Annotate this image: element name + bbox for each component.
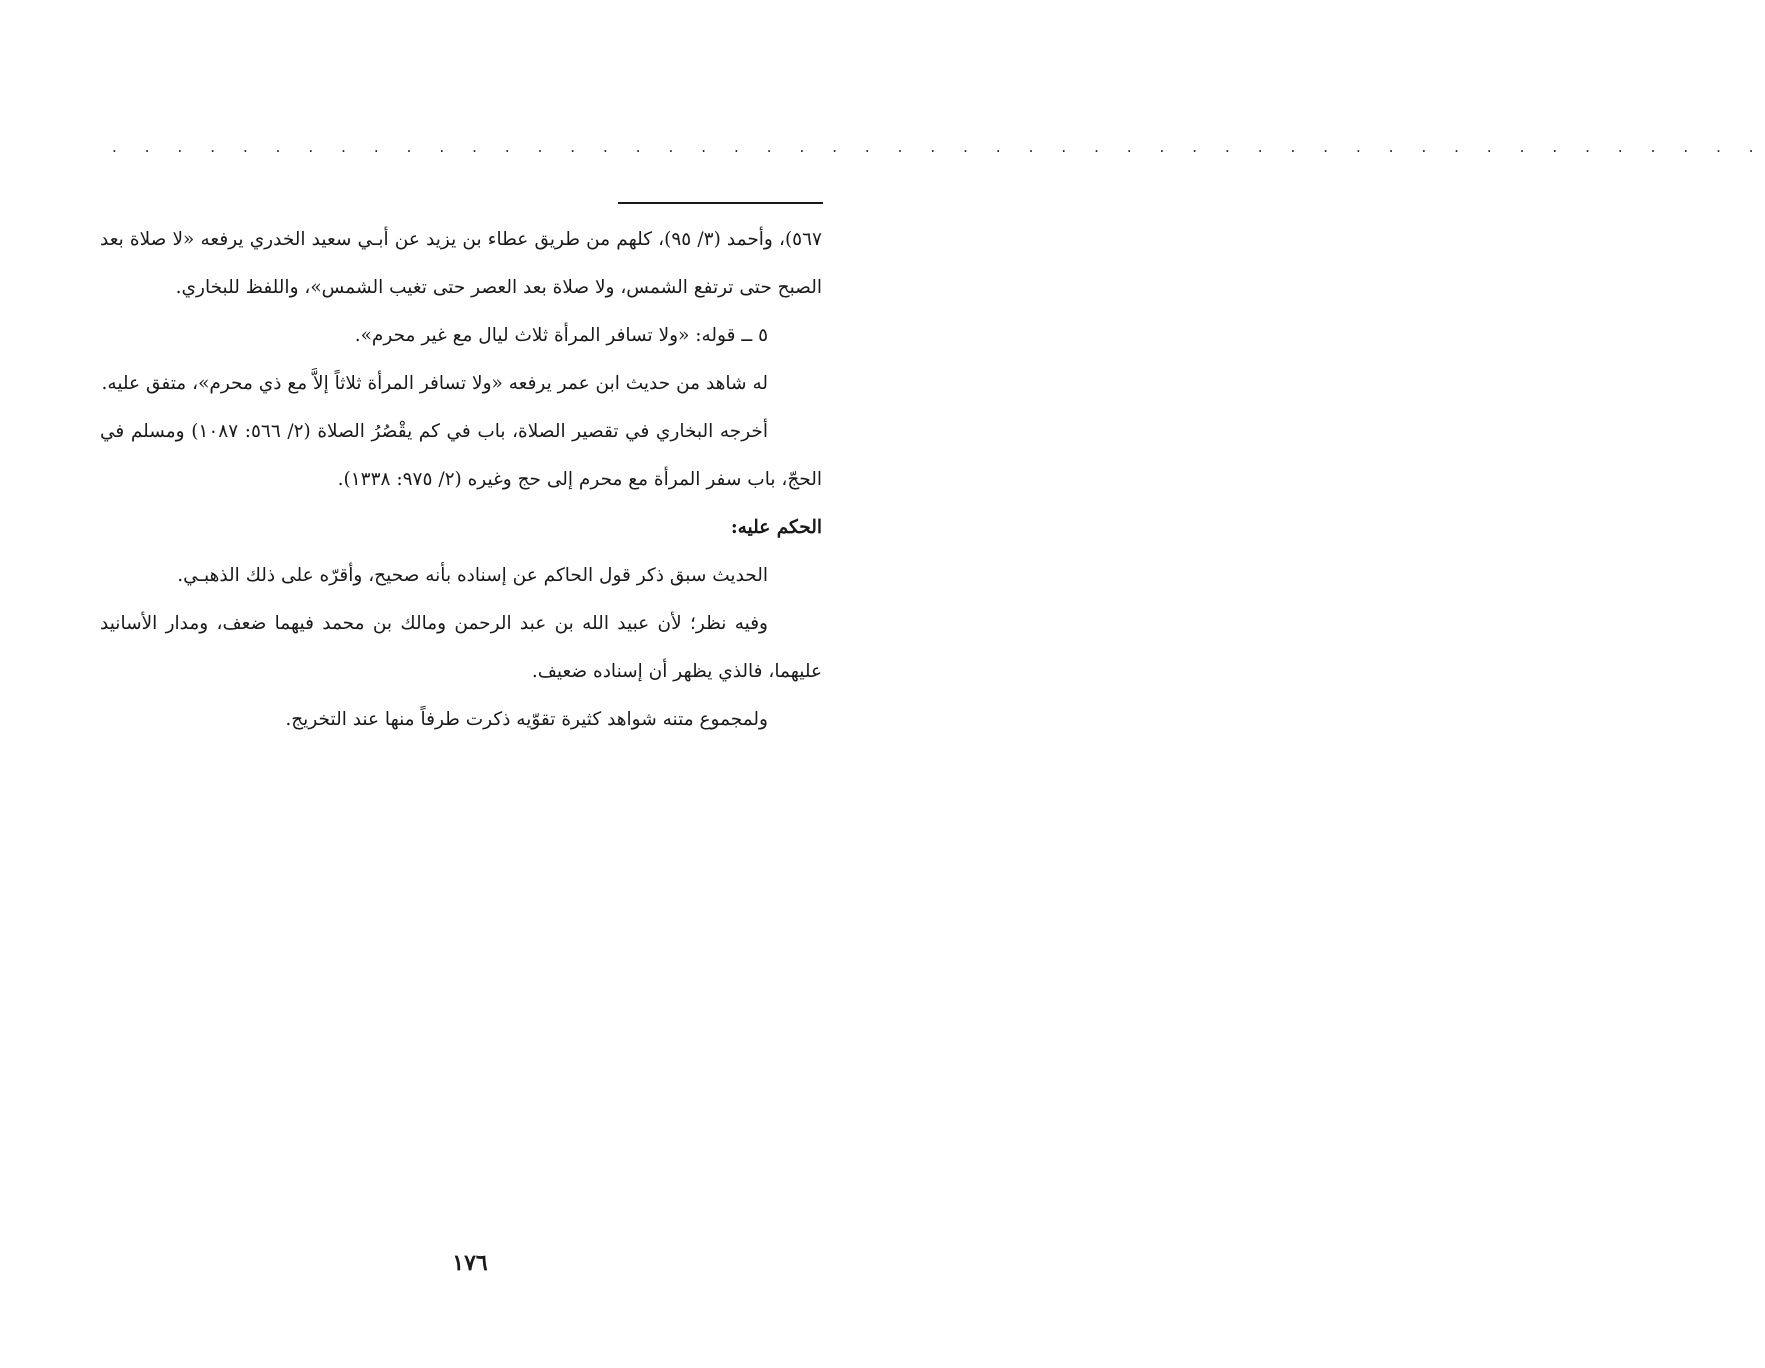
- page-body: [100, 216, 822, 744]
- paragraph-takhrij: أخرجه البخاري في تقصير الصلاة، باب في كم يقْصُرُ الصلاة (٢/ ٥٦٦: ١٠٨٧) ومسلم في الحجّ، باب سفر المرأة مع محرم إلى حج وغيره (٢/ ٩٧٥: ١٣٣٨).: [100, 421, 822, 490]
- section-heading-ruling: الحكم عليه:: [730, 517, 822, 538]
- paragraph-critique: وفيه نظر؛ لأن عبيد الله بن عبد الرحمن ومالك بن محمد فيهما ضعف، ومدار الأسانيد عليهما، فالذي يظهر أن إسناده ضعيف.: [100, 613, 822, 682]
- paragraph-hadith-sources: ٥٦٧)، وأحمد (٣/ ٩٥)، كلهم من طريق عطاء بن يزيد عن أبـي سعيد الخدري يرفعه «لا صلاة بعد الصبح حتى ترتفع الشمس، ولا صلاة بعد العصر حتى تغيب الشمس»، واللفظ للبخاري.: [100, 229, 822, 298]
- paragraph-witness: له شاهد من حديث ابن عمر يرفعه «ولا تسافر المرأة ثلاثاً إلاَّ مع ذي محرم»، متفق عليه.: [101, 373, 768, 394]
- paragraph-quote-five: ٥ ــ قوله: «ولا تسافر المرأة ثلاث ليال مع غير محرم».: [354, 325, 768, 346]
- footnote-rule: [618, 202, 823, 204]
- paragraph-conclusion: ولمجموع متنه شواهد كثيرة تقوّيه ذكرت طرفاً منها عند التخريج.: [285, 709, 768, 730]
- dotted-separator: . . . . . . . . . . . . . . . . . . . . . . . . . . . . . . . . . . . . . . . . . . . . . . . . . . .: [112, 138, 1765, 156]
- page-number: ١٧٦: [452, 1250, 488, 1276]
- paragraph-ruling: الحديث سبق ذكر قول الحاكم عن إسناده بأنه صحيح، وأقرّه على ذلك الذهبـي.: [177, 565, 768, 586]
